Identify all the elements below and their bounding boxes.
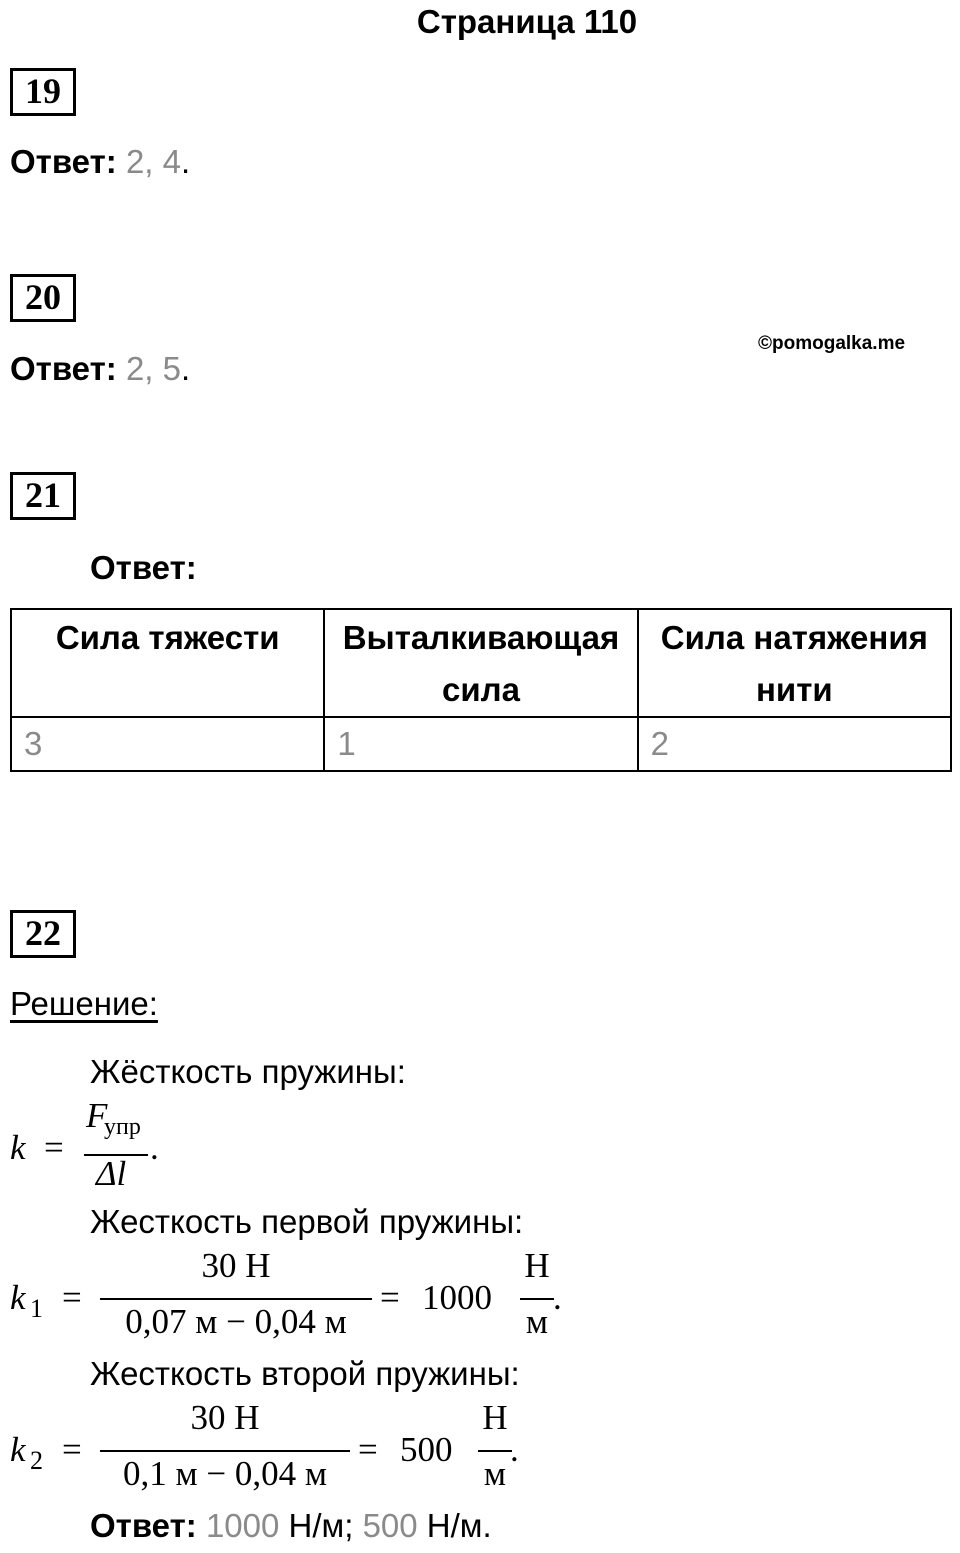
formula-var: k: [10, 1430, 26, 1469]
fraction-numerator: 30 Н: [201, 1246, 271, 1285]
answer-value: 1000: [205, 1507, 280, 1544]
task-number-22: 22: [10, 910, 76, 958]
table-cell: 1: [324, 717, 637, 771]
solution-label: Решение:: [10, 985, 158, 1022]
answer-unit: Н/м;: [279, 1507, 363, 1544]
table-cell: 3: [11, 717, 324, 771]
fraction-denominator: Δl: [96, 1154, 127, 1193]
table-header-cell: Выталкивающая сила: [324, 609, 637, 717]
task-20-answer: [10, 349, 190, 389]
formula-fraction: [100, 1398, 350, 1498]
answer-label: Ответ:: [90, 1507, 197, 1544]
task-number-20: 20: [10, 274, 76, 322]
fraction-bar: [520, 1298, 554, 1300]
formula-value: 1000: [422, 1278, 492, 1317]
unit-denominator: м: [483, 1454, 507, 1493]
page-title: Страница 110: [416, 3, 638, 40]
table-cell: 2: [638, 717, 951, 771]
formula-fraction: [84, 1096, 148, 1192]
formula-subscript: 2: [30, 1446, 43, 1475]
unit-numerator: Н: [524, 1246, 550, 1285]
formula-period: .: [510, 1430, 519, 1469]
task-number-19: 19: [10, 68, 76, 116]
formula-equals: =: [380, 1278, 400, 1317]
task-19-answer: [10, 142, 190, 182]
table-header-cell: Сила натяжения нити: [638, 609, 951, 717]
answer-label: Ответ:: [10, 143, 117, 180]
formula-equals: =: [62, 1430, 82, 1469]
formula-fraction: [100, 1246, 372, 1346]
formula-var: k: [10, 1278, 26, 1317]
solution-line: Жёсткость пружины:: [90, 1053, 406, 1090]
answer-period: .: [181, 350, 191, 387]
answer-unit: Н/м.: [417, 1507, 492, 1544]
formula-var: k: [10, 1128, 26, 1167]
unit-denominator: м: [525, 1302, 549, 1341]
formula-equals: =: [44, 1128, 64, 1167]
answer-separator: ,: [144, 143, 163, 180]
table-header-cell: Сила тяжести: [11, 609, 324, 717]
task-22-answer: [90, 1506, 492, 1546]
table-row: [11, 717, 951, 771]
formula-subscript: 1: [30, 1294, 43, 1323]
formula-value: 500: [400, 1430, 453, 1469]
formula-equals: =: [62, 1278, 82, 1317]
unit-fraction: [520, 1246, 554, 1346]
answer-value: 2: [125, 143, 145, 180]
fraction-bar: [478, 1450, 512, 1452]
table-header-row: [11, 609, 951, 717]
task-21-answer-label: Ответ:: [90, 549, 197, 586]
fraction-denominator: 0,1 м − 0,04 м: [122, 1454, 328, 1493]
answer-value: 5: [162, 350, 181, 387]
answer-label: Ответ:: [10, 350, 117, 387]
solution-line: Жесткость второй пружины:: [90, 1355, 520, 1392]
fraction-numerator: 30 Н: [190, 1398, 260, 1437]
task-number-21: 21: [10, 472, 76, 520]
formula-period: .: [150, 1128, 159, 1167]
answer-value: 500: [362, 1507, 418, 1544]
formula-period: .: [553, 1278, 562, 1317]
fraction-denominator: 0,07 м − 0,04 м: [125, 1302, 347, 1341]
fraction-numerator: F: [86, 1096, 108, 1135]
fraction-bar: [100, 1298, 372, 1300]
unit-numerator: Н: [482, 1398, 508, 1437]
fraction-numerator-subscript: упр: [104, 1114, 141, 1140]
formula-equals: =: [358, 1430, 378, 1469]
solution-line: Жесткость первой пружины:: [90, 1203, 524, 1240]
answer-value: 4: [162, 143, 181, 180]
unit-fraction: [478, 1398, 512, 1498]
answer-value: 2: [125, 350, 145, 387]
fraction-bar: [100, 1450, 350, 1452]
watermark: ©pomogalka.me: [758, 333, 906, 354]
answer-separator: ,: [144, 350, 163, 387]
answer-period: .: [181, 143, 191, 180]
forces-table: [10, 608, 952, 772]
